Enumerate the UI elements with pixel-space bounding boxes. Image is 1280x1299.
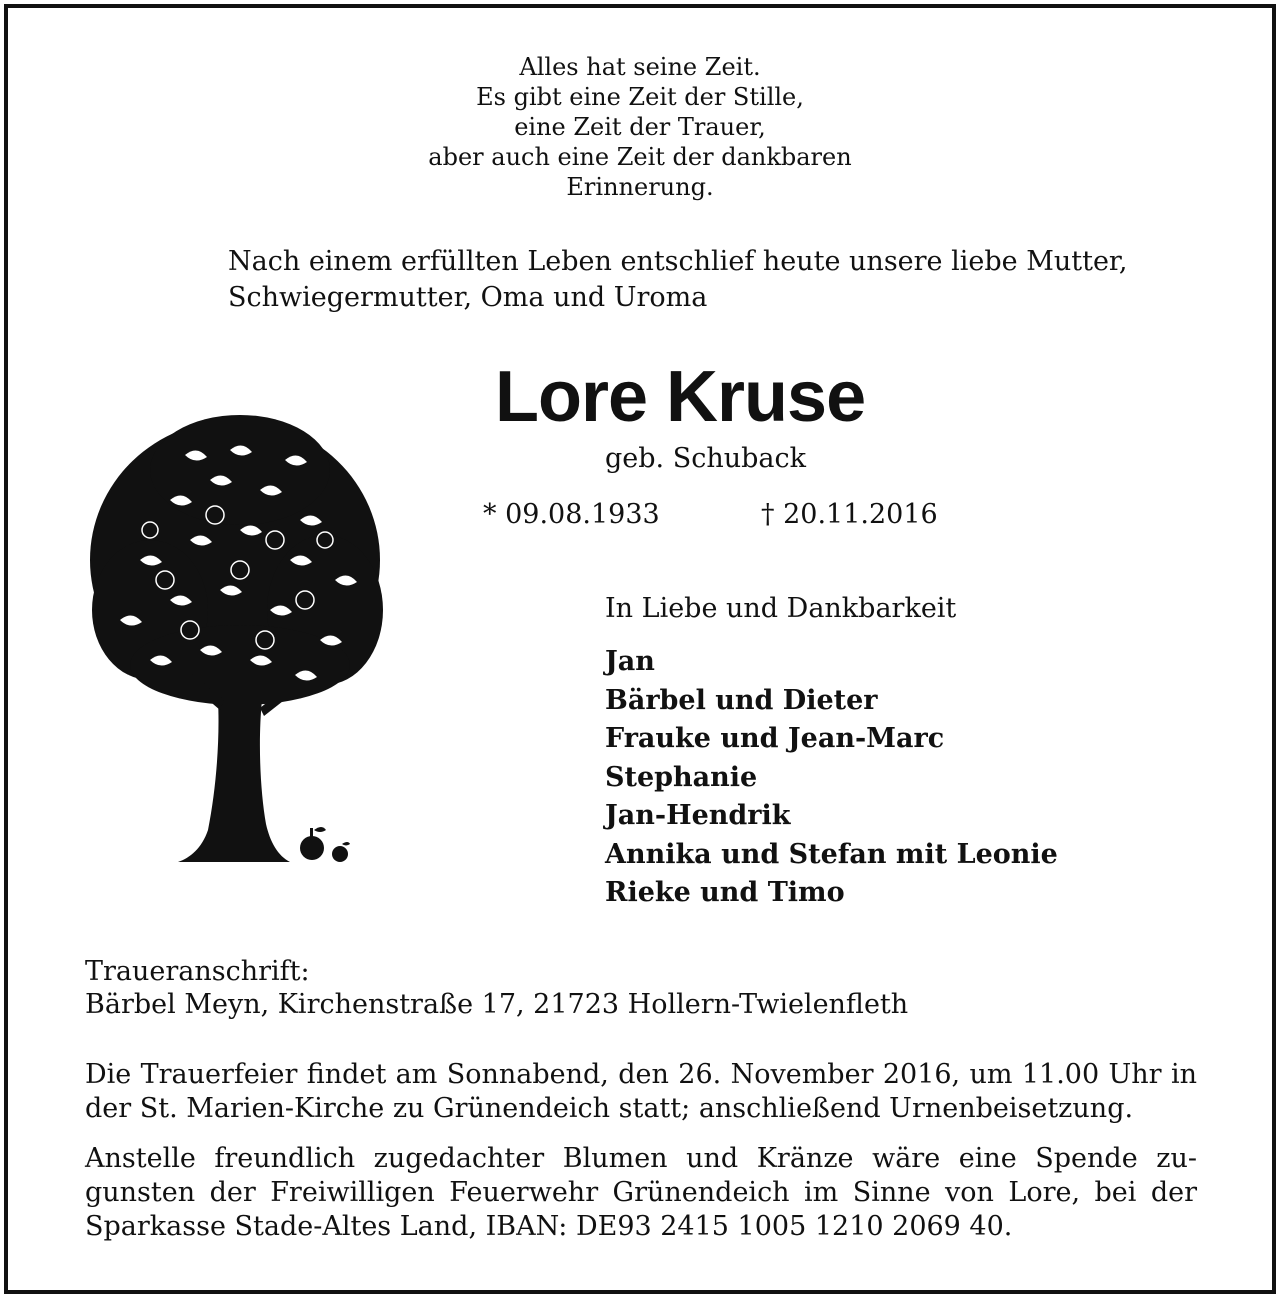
family-member: Bärbel und Dieter xyxy=(605,684,878,716)
poem-line: Alles hat seine Zeit. xyxy=(519,53,761,81)
intro-text xyxy=(228,244,1218,316)
donation-line: Anstelle freundlich zugedachter Blumen und Kränze wäre eine Spende zu- xyxy=(85,1143,1197,1174)
mourning-address xyxy=(85,955,908,1021)
funeral-line: der St. Marien-Kirche zu Grünendeich statt; anschließend Urnenbeisetzung. xyxy=(85,1093,1134,1124)
address-label: Traueranschrift: xyxy=(85,956,310,987)
apple-tree-icon xyxy=(90,410,390,870)
poem-line: Erinnerung. xyxy=(566,173,714,201)
poem-line: aber auch eine Zeit der dankbaren xyxy=(428,143,852,171)
intro-line: Schwiegermutter, Oma und Uroma xyxy=(228,282,708,313)
donation-line: gunsten der Freiwilligen Feuerwehr Grünendeich im Sinne von Lore, bei der xyxy=(85,1177,1197,1208)
funeral-line: Die Trauerfeier findet am Sonnabend, den 26. November 2016, um 11.00 Uhr in xyxy=(85,1059,1197,1090)
family-member: Stephanie xyxy=(605,761,758,793)
donation-line: Sparkasse Stade-Altes Land, IBAN: DE93 2415 1005 1210 2069 40. xyxy=(85,1211,1013,1242)
poem xyxy=(340,52,940,202)
family-member: Jan-Hendrik xyxy=(605,800,791,831)
funeral-notice xyxy=(85,1058,1197,1126)
intro-line: Nach einem erfüllten Leben entschlief heute unsere liebe Mutter, xyxy=(228,246,1128,277)
deceased-name: Lore Kruse xyxy=(495,357,866,437)
birth-date: * 09.08.1933 xyxy=(483,499,660,530)
family-member: Rieke und Timo xyxy=(605,877,845,908)
family-member: Annika und Stefan mit Leonie xyxy=(605,838,1058,870)
closing-phrase: In Liebe und Dankbarkeit xyxy=(605,593,957,624)
poem-line: Es gibt eine Zeit der Stille, xyxy=(476,83,804,111)
donation-notice xyxy=(85,1142,1197,1244)
maiden-name: geb. Schuback xyxy=(605,443,806,474)
address-text: Bärbel Meyn, Kirchenstraße 17, 21723 Hollern-Twielenfleth xyxy=(85,989,909,1020)
poem-line: eine Zeit der Trauer, xyxy=(514,113,766,141)
family-member: Jan xyxy=(605,646,655,677)
family-list xyxy=(605,643,1058,913)
death-date: † 20.11.2016 xyxy=(761,499,938,530)
family-member: Frauke und Jean-Marc xyxy=(605,723,945,754)
